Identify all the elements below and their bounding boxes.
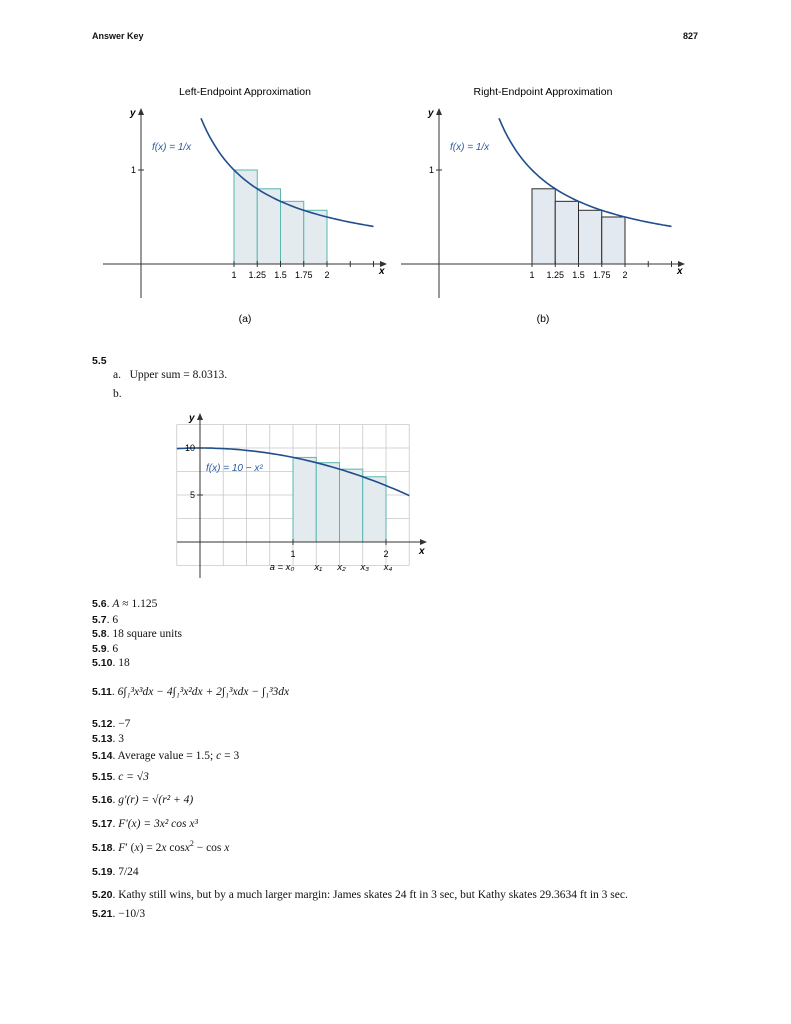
x-tick-label: 1	[290, 549, 296, 559]
answer-5-9: 5.9. 6	[92, 643, 119, 655]
x-tick-label: 1.75	[592, 270, 611, 280]
answer-5-15: 5.15. c = √3	[92, 771, 149, 783]
partition-point-label: x₁	[314, 562, 323, 573]
header-title: Answer Key	[92, 31, 144, 41]
answer-5-13: 5.13. 3	[92, 733, 124, 745]
x-tick-label: 1	[231, 270, 237, 280]
y-tick-label: 1	[428, 165, 434, 175]
chart-caption: (a)	[238, 313, 252, 325]
riemann-rectangle	[340, 469, 363, 542]
answer-5-10: 5.10. 18	[92, 657, 130, 669]
x-tick-label: 1	[529, 270, 535, 280]
y-axis-label: y	[130, 108, 136, 119]
x-axis-label: x	[677, 266, 683, 277]
answer-5-21: 5.21. −10/3	[92, 908, 146, 920]
y-axis-label: y	[428, 108, 434, 119]
y-tick-label: 5	[189, 490, 195, 500]
answer-5-16: 5.16. g′(r) = √(r² + 4)	[92, 794, 194, 806]
problem-number: 5.5	[92, 355, 107, 367]
riemann-rectangle	[532, 189, 555, 264]
riemann-rectangle	[363, 477, 386, 542]
riemann-rectangle	[602, 217, 625, 264]
answer-5-8: 5.8. 18 square units	[92, 628, 182, 640]
chart-title: Right-Endpoint Approximation	[473, 86, 613, 98]
x-tick-label: 1.5	[572, 270, 585, 280]
x-axis-label: x	[379, 266, 385, 277]
answer-5-18: 5.18. F′ (x) = 2x cosx$^2$ − cos x	[92, 839, 230, 854]
integral-expression: 6∫₁³x³dx − 4∫₁³x²dx + 2∫₁³xdx − ∫₁³3dx	[117, 686, 290, 698]
answer-5-20: 5.20. Kathy still wins, but by a much larger margin: James skates 24 ft in 3 sec, but Kathy skates 29.3634 ft in 3 sec.	[92, 889, 628, 901]
answer-5-12: 5.12. −7	[92, 718, 131, 730]
riemann-rectangle	[281, 201, 304, 264]
part-label: a.	[113, 369, 121, 381]
partition-point-label: x₃	[360, 562, 370, 573]
answer-5-7: 5.7. 6	[92, 614, 119, 626]
answer-5-19: 5.19. 7/24	[92, 866, 139, 878]
riemann-rectangle	[579, 210, 602, 264]
part-label: b.	[113, 388, 122, 400]
y-tick-label: 10	[184, 443, 195, 453]
answer-5-6: 5.6. A ≈ 1.125	[92, 598, 158, 610]
y-axis-label: y	[189, 413, 195, 424]
riemann-rectangle	[316, 463, 339, 542]
x-tick-label: 2	[383, 549, 389, 559]
y-axis-arrow-icon	[197, 413, 203, 420]
partition-point-label: a = x₀	[269, 562, 295, 573]
answer-5-14: 5.14. Average value = 1.5; c = 3	[92, 750, 240, 762]
partition-point-label: x₂	[337, 562, 346, 573]
function-label: f(x) = 10 − x²	[206, 463, 263, 474]
y-axis-arrow-icon	[436, 108, 442, 115]
chart-caption: (b)	[536, 313, 550, 325]
y-axis-arrow-icon	[138, 108, 144, 115]
partition-point-label: x₄	[383, 562, 393, 573]
upper-sum-text: Upper sum = 8.0313.	[129, 369, 228, 381]
riemann-rectangle	[293, 457, 316, 542]
y-tick-label: 1	[130, 165, 136, 175]
chart-title: Left-Endpoint Approximation	[179, 86, 311, 98]
x-tick-label: 1.25	[248, 270, 267, 280]
x-tick-label: 1.25	[546, 270, 565, 280]
page-number: 827	[683, 31, 699, 41]
x-tick-label: 2	[622, 270, 628, 280]
function-label: f(x) = 1/x	[152, 142, 192, 153]
riemann-rectangle	[234, 170, 257, 264]
riemann-rectangle	[304, 210, 327, 264]
answer-5-17: 5.17. F′(x) = 3x² cos x³	[92, 818, 198, 830]
function-label: f(x) = 1/x	[450, 142, 490, 153]
x-tick-label: 1.5	[274, 270, 287, 280]
x-tick-label: 2	[324, 270, 330, 280]
answer-5-11: 5.11. 6∫₁³x³dx − 4∫₁³x²dx + 2∫₁³xdx − ∫₁³3dx	[92, 686, 290, 698]
x-axis-arrow-icon	[420, 539, 427, 545]
x-tick-label: 1.75	[294, 270, 313, 280]
x-axis-label: x	[419, 546, 425, 557]
riemann-rectangle	[555, 201, 578, 264]
